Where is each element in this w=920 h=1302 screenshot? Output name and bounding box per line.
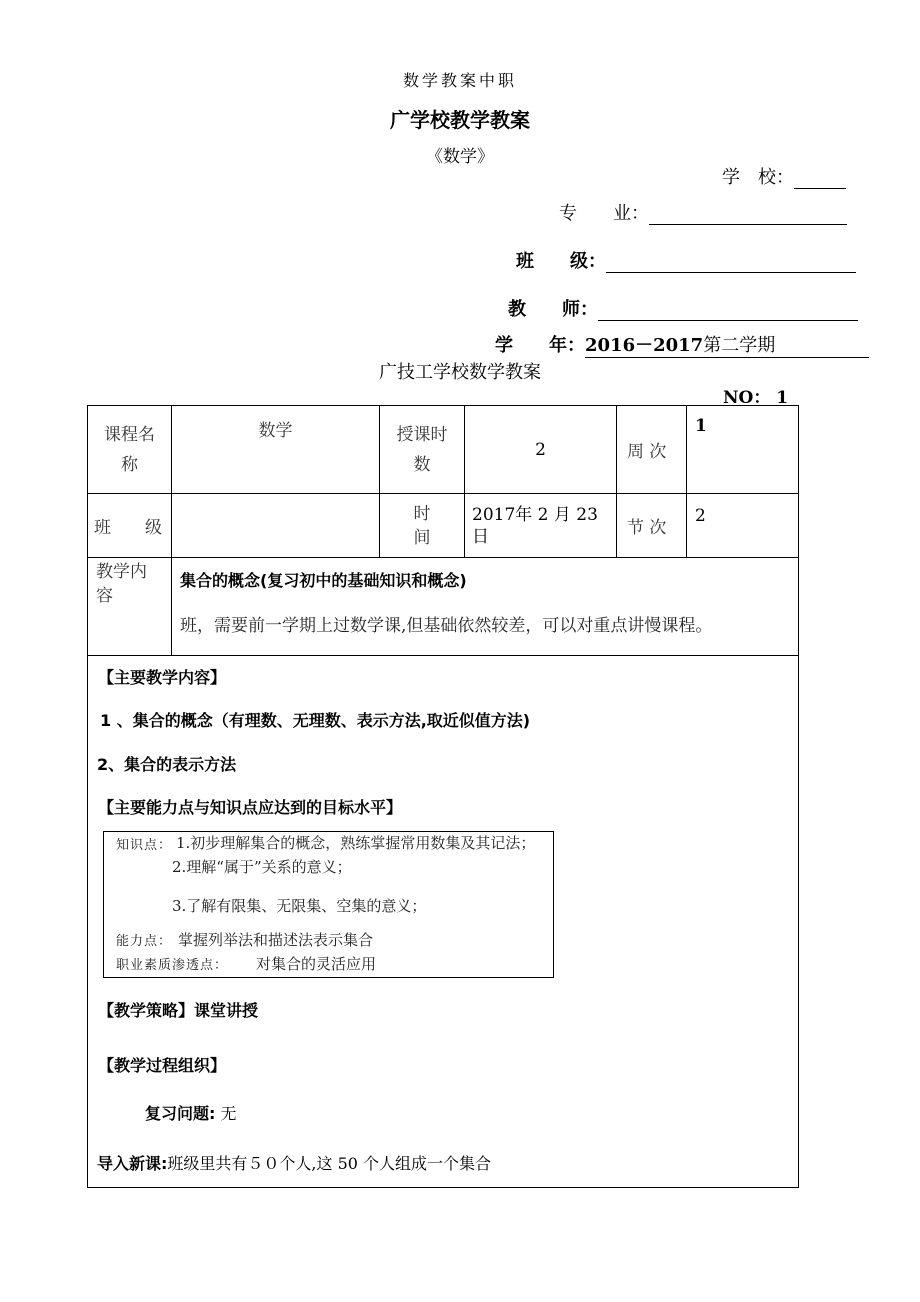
knowledge-item-1: 1.初步理解集合的概念，熟练掌握常用数集及其记法；: [176, 834, 536, 852]
content-item-1: 1 、集合的概念（有理数、无理数、表示方法,取近似值方法): [100, 711, 531, 730]
intro-text: 班级里共有５０个人,这 50 个人组成一个集合: [167, 1154, 492, 1173]
class-field: [516, 247, 856, 273]
hours-label-cell: [380, 406, 465, 494]
main-content-heading: 【主要教学内容】: [98, 668, 227, 687]
content-label-cell: [88, 558, 172, 656]
knowledge-label: 知识点：: [116, 838, 173, 853]
year-field: [495, 331, 869, 358]
week-value-cell: [687, 406, 799, 494]
course-name-value-cell: [172, 406, 380, 494]
teacher-field: [508, 295, 858, 321]
ability-label: 能力点：: [116, 934, 173, 949]
date-value-cell: [465, 494, 617, 558]
course-name-label-2: 称: [121, 454, 138, 475]
review-label: 复习问题:: [145, 1104, 216, 1123]
date-line-1: 2017年 2 月 23: [472, 504, 598, 525]
time-label-2: 间: [413, 527, 431, 548]
plan-title: 广技工学校数学教案: [379, 362, 541, 383]
ability-heading: 【主要能力点与知识点应达到的目标水平】: [98, 798, 403, 817]
review-text: 无: [220, 1104, 237, 1123]
knowledge-item-3: 3.了解有限集、无限集、空集的意义；: [172, 897, 427, 915]
term-value: 第二学期: [703, 335, 776, 356]
teacher-blank: [598, 302, 858, 321]
teacher-label: 教 师：: [508, 299, 598, 320]
class-label-cell: [88, 494, 172, 558]
content-label-1: 教学内: [96, 562, 147, 582]
class-value-cell: [172, 494, 380, 558]
time-label-1: 时: [413, 503, 431, 524]
school-field: [722, 163, 846, 189]
strategy-text: 课堂讲授: [194, 1001, 259, 1020]
section-value: 2: [695, 506, 706, 526]
process-heading: 【教学过程组织】: [98, 1056, 227, 1075]
year-label: 学 年：: [495, 335, 585, 356]
section-label-cell: [617, 494, 687, 558]
week-label-cell: [617, 406, 687, 494]
school-label: 学 校：: [722, 167, 794, 188]
major-blank: [649, 206, 847, 225]
content-title: 集合的概念(复习初中的基础知识和概念): [180, 571, 467, 590]
class-table-label: 班 级: [94, 518, 162, 538]
plan-number: NO： 1: [723, 388, 789, 408]
week-label: 周 次: [627, 442, 667, 462]
hours-label-2: 数: [413, 454, 431, 475]
knowledge-item-2: 2.理解“属于”关系的意义；: [172, 858, 352, 876]
section-label: 节 次: [627, 518, 667, 538]
date-line-2: 日: [472, 526, 489, 547]
quality-label: 职业素质渗透点：: [116, 958, 229, 973]
ability-text: 掌握列举法和描述法表示集合: [178, 931, 374, 949]
class-blank: [606, 254, 856, 273]
major-field: [559, 199, 847, 225]
hours-value: 2: [535, 439, 546, 460]
strategy-heading: 【教学策略】: [98, 1001, 195, 1020]
time-label-cell: [380, 494, 465, 558]
content-label-2: 容: [96, 586, 113, 606]
course-name-value: 数学: [258, 421, 293, 441]
class-label: 班 级：: [516, 251, 606, 272]
intro-line: [97, 1151, 491, 1174]
section-value-cell: [687, 494, 799, 558]
quality-text: 对集合的灵活应用: [256, 955, 377, 973]
content-value-cell: [172, 558, 799, 656]
objectives-box: [103, 831, 554, 978]
hours-value-cell: [465, 406, 617, 494]
content-note: 班，需要前一学期上过数学课,但基础依然较差，可以对重点讲慢课程。: [180, 616, 713, 636]
hours-label-1: 授课时: [396, 424, 448, 445]
main-title: 广学校教学教案: [390, 108, 530, 132]
week-value: 1: [695, 416, 707, 436]
running-title: 数学教案中职: [402, 71, 517, 90]
subject-title: 《数学》: [426, 147, 494, 167]
strategy-line: [98, 998, 258, 1021]
content-item-2: 2、集合的表示方法: [97, 755, 237, 774]
school-blank: [794, 170, 846, 189]
review-line: [145, 1101, 237, 1124]
course-name-label-1: 课程名: [104, 424, 155, 445]
year-value: 2016－2017: [585, 335, 704, 356]
major-label: 专 业：: [559, 203, 649, 224]
intro-label: 导入新课:: [97, 1154, 168, 1173]
course-name-label-cell: [88, 406, 172, 494]
